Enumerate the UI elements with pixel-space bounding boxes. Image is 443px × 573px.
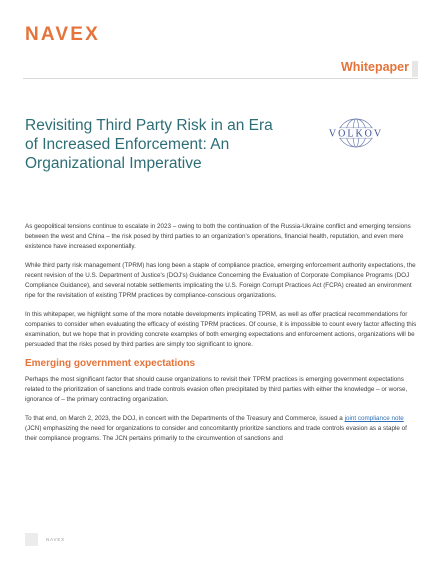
- paragraph-expectations: Perhaps the most significant factor that should cause organizations to revisit their TPRM practices is emerging government expectations related to the prioritization of sanctions and trade controls evasion often precipitated by third parties with either the knowledge – or worse, ignorance of – the primary contracting organization.: [25, 376, 408, 403]
- joint-compliance-note-link[interactable]: joint compliance note: [344, 415, 404, 422]
- whitepaper-bar-fill: [412, 61, 418, 77]
- document-title: Revisiting Third Party Risk in an Era of Increased Enforcement: An Organizational Imperative: [25, 117, 273, 172]
- volkov-logo: [322, 118, 390, 148]
- navex-logo: NAVEX: [25, 24, 101, 45]
- paragraph-jcn-start: To that end, on March 2, 2023, the DOJ, in concert with the Departments of the Treasury and Commerce, issued a: [25, 415, 345, 422]
- paragraph-tprm: While third party risk management (TPRM) has long been a staple of compliance practice, emerging enforcement authority expectations, the recent revision of the U.S. Department of Justice's (DOJ's) Guidance Concerning the Evaluation of Corporate Compliance Programs (DOJ Compliance Guidance), and several notable settlements implicating the U.S. Foreign Corrupt Practices Act (FCPA) created an environment ripe for the revisitation of existing TPRM practices by compliance-conscious organizations.: [25, 262, 416, 299]
- volkov-logo-text: VOLKOV: [328, 128, 384, 140]
- paragraph-intro: As geopolitical tensions continue to escalate in 2023 – owing to both the continuation of the Russia-Ukraine conflict and emerging tensions between the west and China – the risk posed by third parties to an organization's operations, financial health, reputation, and even mere existence have increased exponentially.: [25, 223, 411, 250]
- section-heading: Emerging government expectations: [25, 358, 196, 369]
- footer-text: NAVEX: [46, 537, 65, 542]
- paragraph-jcn: [25, 414, 418, 444]
- paragraph-jcn-end: (JCN) emphasizing the need for organizations to consider and concomitantly prioritize sanctions and trade controls evasion as a staple of their compliance programs. The JCN pertains primarily to the circumvention of sanctions and: [25, 425, 407, 442]
- paragraph-whitepaper: In this whitepaper, we highlight some of the more notable developments implicating TPRM, as well as offer practical recommendations for companies to consider when evaluating the efficacy of existing TPRM practices. Of course, it is impossible to count every factor affecting this examination, but we hope that in providing concrete examples of both emerging expectations and enforcement actions, organizations will be persuaded that the risks posed by third parties are simply too significant to ignore.: [25, 311, 417, 348]
- document-body: [25, 222, 418, 453]
- footer-box: [25, 533, 38, 546]
- whitepaper-label: Whitepaper: [340, 60, 409, 74]
